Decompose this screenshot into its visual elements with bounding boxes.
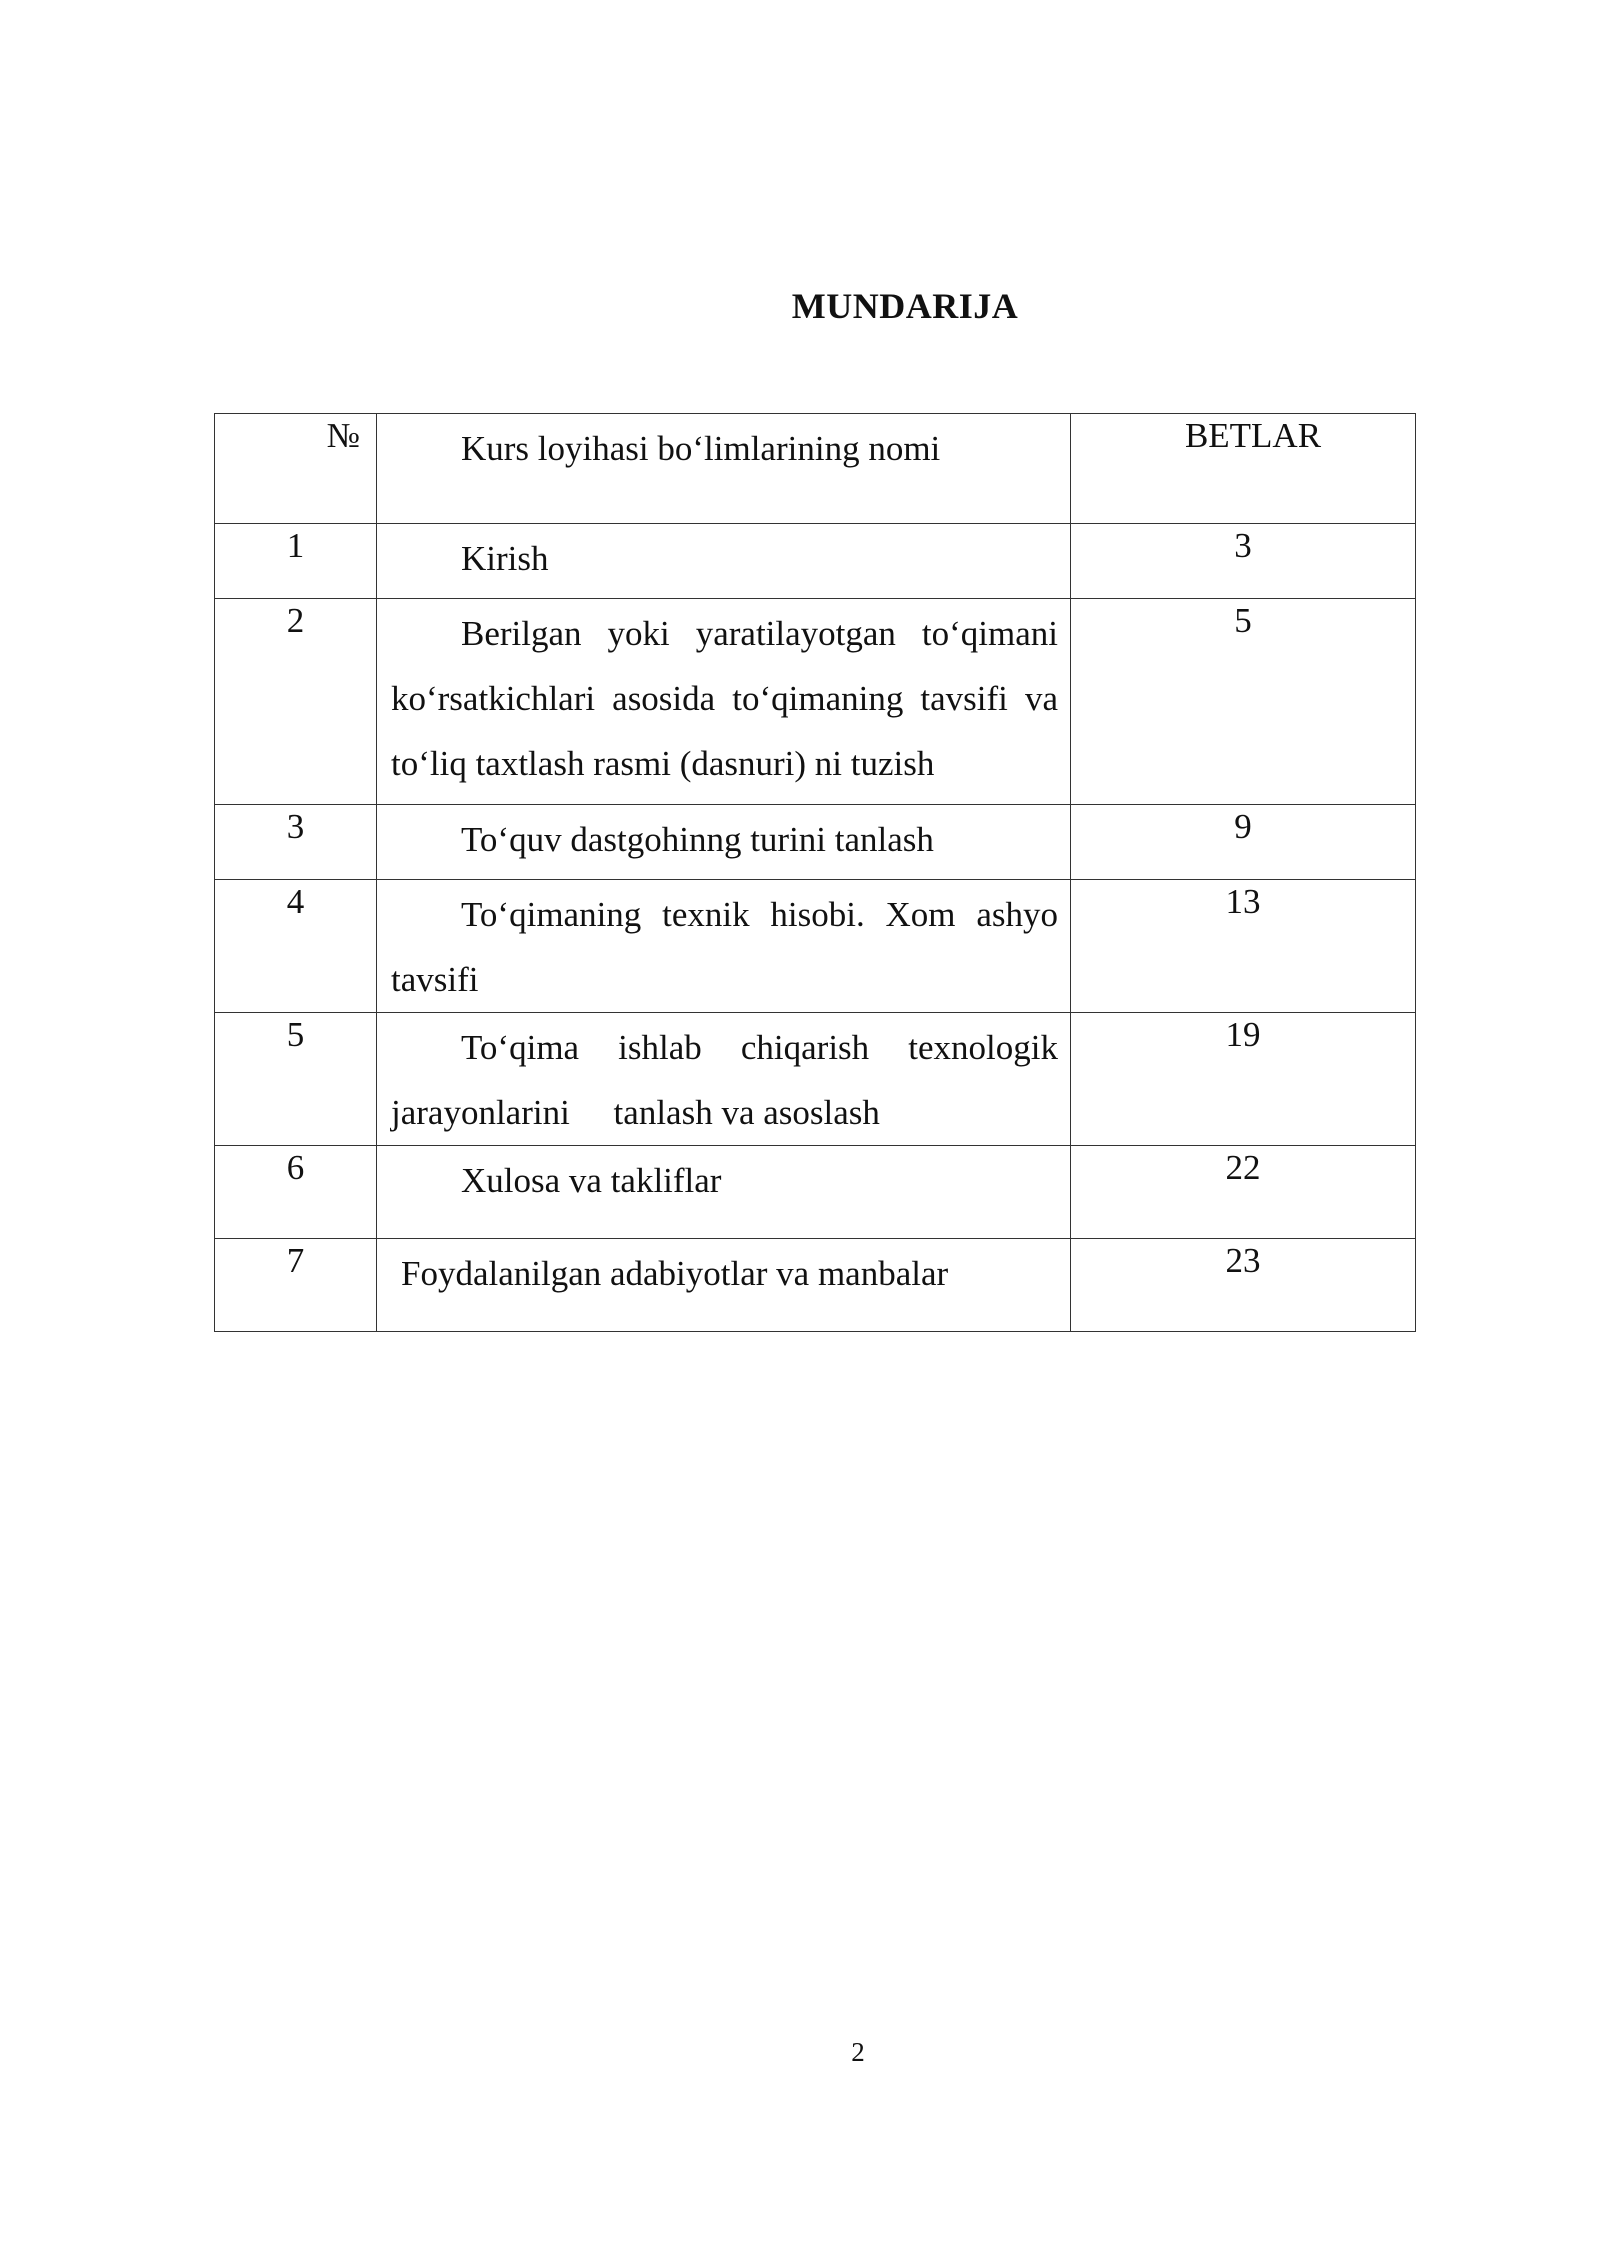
row-page: 3: [1071, 524, 1416, 599]
table-row: [215, 599, 1416, 805]
table-header-row: [215, 414, 1416, 524]
page-number: 2: [851, 2037, 865, 2067]
row-title: [377, 1013, 1071, 1146]
table-row: [215, 1013, 1416, 1146]
row-title: [377, 524, 1071, 599]
row-title-text: Foydalanilgan adabiyotlar va manbalar: [401, 1254, 949, 1293]
row-number: 2: [215, 599, 377, 805]
row-title-text: Kirish: [461, 539, 549, 578]
row-page: 13: [1071, 880, 1416, 1013]
row-page: 22: [1071, 1146, 1416, 1239]
row-page: 5: [1071, 599, 1416, 805]
row-title: [377, 880, 1071, 1013]
header-pages: BETLAR: [1071, 414, 1416, 524]
row-page: 19: [1071, 1013, 1416, 1146]
header-number: №: [215, 414, 377, 524]
table-row: [215, 805, 1416, 880]
header-section-title-text: Kurs loyihasi bo‘limlarining nomi: [461, 429, 941, 468]
row-title-text: Berilgan yoki yaratilayotgan to‘qimani ko‘rsatkichlari asosida to‘qimaning tavsifi va to‘liq taxtlash rasmi (dasnuri) ni tuzish: [391, 614, 1058, 783]
row-page: 23: [1071, 1239, 1416, 1332]
row-title-text: Xulosa va takliflar: [461, 1161, 722, 1200]
page-title: MUNDARIJA: [791, 286, 1019, 326]
table-row: [215, 880, 1416, 1013]
row-title-text: To‘quv dastgohinng turini tanlash: [461, 820, 934, 859]
row-title: [377, 1146, 1071, 1239]
table-row: [215, 524, 1416, 599]
row-number: 5: [215, 1013, 377, 1146]
row-number: 3: [215, 805, 377, 880]
row-number: 1: [215, 524, 377, 599]
row-title: [377, 805, 1071, 880]
row-title: [377, 599, 1071, 805]
table-row: [215, 1239, 1416, 1332]
row-page: 9: [1071, 805, 1416, 880]
row-title-text: To‘qima ishlab chiqarish texnologik jarayonlarini tanlash va asoslash: [391, 1028, 1067, 1132]
row-number: 7: [215, 1239, 377, 1332]
row-title: [377, 1239, 1071, 1332]
row-number: 4: [215, 880, 377, 1013]
row-number: 6: [215, 1146, 377, 1239]
header-section-title: [377, 414, 1071, 524]
table-row: [215, 1146, 1416, 1239]
row-title-text: To‘qimaning texnik hisobi. Xom ashyo tavsifi: [391, 895, 1058, 999]
table-of-contents: [214, 413, 1416, 1332]
